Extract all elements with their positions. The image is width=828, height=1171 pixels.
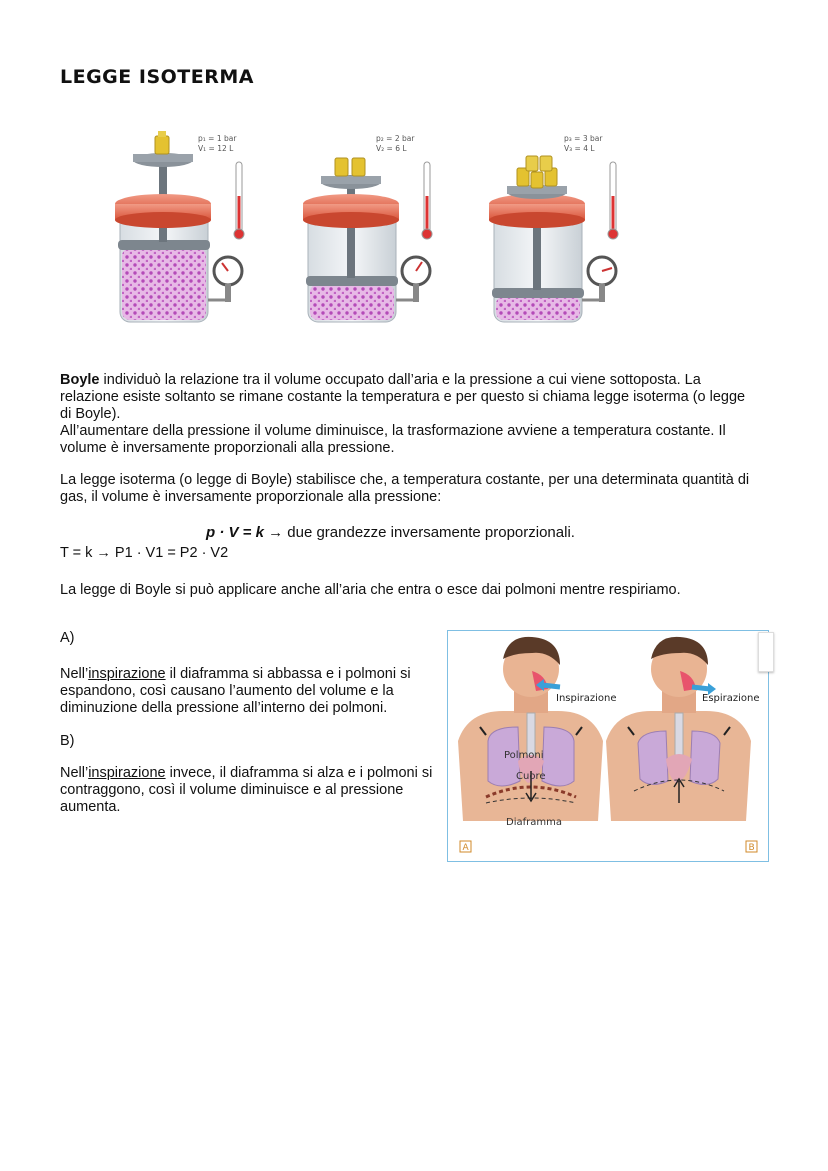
v3-label: V₃ = 4 L [564,144,595,153]
v1-label: V₁ = 12 L [198,144,234,153]
piston-illustration [100,126,660,346]
label-inspirazione: Inspirazione [556,693,617,704]
breathing-illustration [448,631,768,861]
paragraph-b-post: invece, il diaframma si alza e i polmoni si contraggono, così il volume diminuisce e al pressione aumenta. [60,765,433,815]
v2-label: V₂ = 6 L [376,144,407,153]
paragraph-a-pre: Nell’ [60,666,89,682]
boyle-piston-figure [100,126,660,346]
cylinder-1 [115,131,244,322]
paragraph-b [60,765,445,816]
formula-pv [206,524,575,541]
panel-a-label: A [462,843,469,853]
paragraph-a-post: il diaframma si abbassa e i polmoni si espandono, così causano l’aumento del volume e la diminuzione della pressione all’interno dei polmoni. [60,666,411,716]
label-polmoni: Polmoni [504,750,544,761]
cylinder-2 [303,134,432,322]
paragraph-boyle-line2: All’aumentare della pressione il volume diminuisce, la trasformazione avviene a temperatura costante. Il volume è inversamente proporzionali alla pressione. [60,423,726,456]
cylinder-3 [489,134,618,322]
cropped-popup-fragment [758,632,774,672]
label-cuore: Cuore [516,771,546,782]
formula-expression: p · V = k [206,524,264,541]
label-a: A) [60,630,75,646]
page-title: LEGGE ISOTERMA [60,66,254,88]
breathing-figure [447,630,769,862]
boyle-bold: Boyle [60,372,100,388]
paragraph-legge-isoterma: La legge isoterma (o legge di Boyle) stabilisce che, a temperatura costante, per una determinata quantità di gas, il volume è inversamente proporzionale alla pressione: [60,472,750,505]
paragraph-polmoni: La legge di Boyle si può applicare anche all’aria che entra o esce dai polmoni mentre respiriamo. [60,582,681,598]
person-expiration [606,637,751,821]
paragraph-a [60,666,445,717]
panel-b-label: B [748,843,755,853]
label-diaframma: Diaframma [506,817,562,828]
person-inspiration [458,637,603,821]
p1-label: p₁ = 1 bar [198,134,237,143]
paragraph-a-underlined: inspirazione [88,666,166,682]
p2-label: p₂ = 2 bar [376,134,415,143]
p3-label: p₃ = 3 bar [564,134,603,143]
label-b: B) [60,733,75,749]
formula-description: → due grandezze inversamente proporzionali. [263,524,575,541]
label-espirazione: Espirazione [702,693,760,704]
paragraph-b-underlined: inspirazione [88,765,166,781]
formula-p1v1: T = k → P1 · V1 = P2 · V2 [60,545,229,561]
paragraph-b-pre: Nell’ [60,765,89,781]
paragraph-boyle [60,372,760,457]
paragraph-boyle-text: individuò la relazione tra il volume occupato dall’aria e la pressione a cui viene sottoposta. La relazione esiste soltanto se rimane costante la temperatura e per questo si chiama legge isoterma (o legge di Boyle). [60,372,746,422]
